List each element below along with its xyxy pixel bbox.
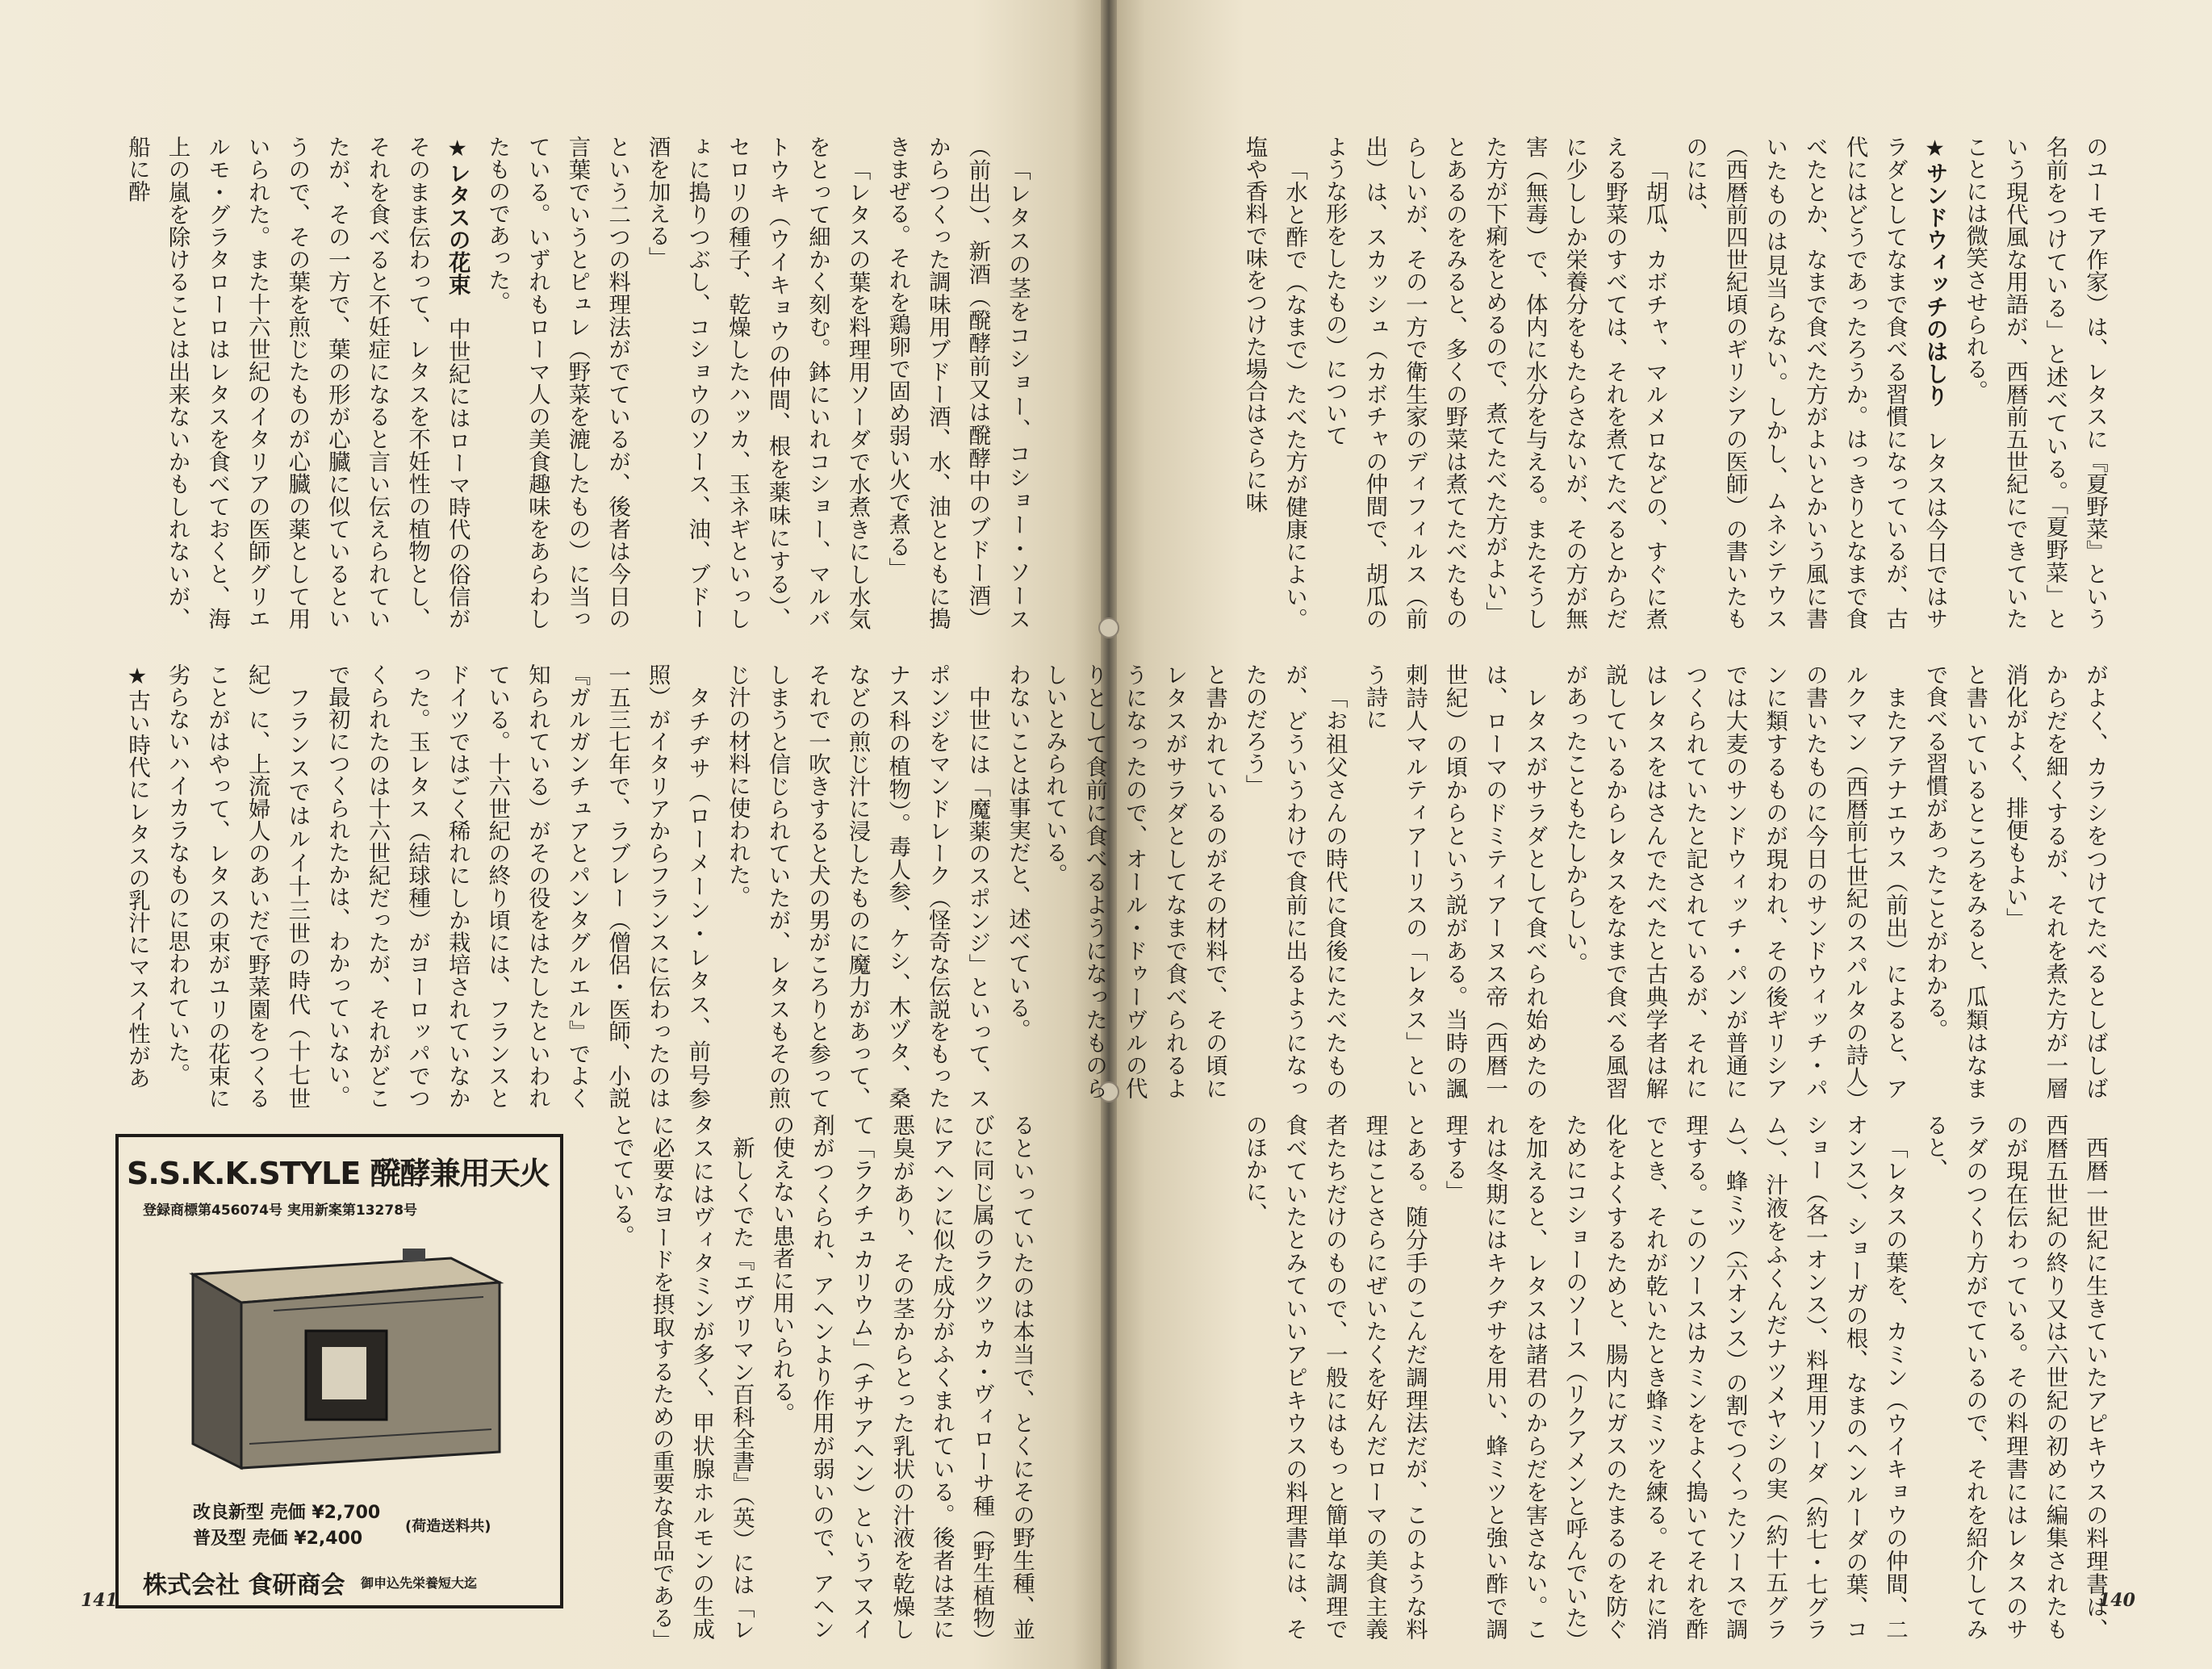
- paragraph-text: 古い時代にレタスの乳汁にマスイ性があ: [123, 689, 150, 1089]
- right-top-text-block: [1136, 136, 2114, 630]
- star-icon: ★: [444, 136, 470, 162]
- oven-illustration: [161, 1226, 516, 1484]
- ad-company: 株式会社 食研商会: [143, 1571, 345, 1600]
- paragraph: 「レタスの茎をコショー、コショー・ソース（前出）、新酒（醗酵前又は醗酵中のブドー酒）からつくった調味用ブドー酒、水、油とともに搗きまぜる。それを鶏卵で固め弱い火で煮る」: [884, 136, 1031, 630]
- paragraph: と書かれているのがその材料で、その頃にレタスがサラダとしてなまで食べられるようになったので、オール・ドゥーヴルの代りとして食前に食べるようになったものらしいとみられている。: [1041, 663, 1227, 1099]
- right-bottom-text-block: [1136, 1114, 2114, 1640]
- page-number-left: 141: [81, 1590, 118, 1611]
- paragraph: レタスがサラダとして食べられ始めたのは、ローマのドミティアーヌス帝（西暦一世紀）の頃からという説がある。当時の諷刺詩人マルティアーリスの「レタス」という詩に: [1361, 663, 1548, 1099]
- paragraph: 新しくでた『エヴリマン百科全書』（英）には「レタスにはヴィタミンが多く、甲状腺ホルモンの生成に必要なヨードを摂取するための重要な食品である」とでている。: [608, 1114, 755, 1640]
- binding-staple: [1098, 617, 1119, 638]
- ad-shipping-note: (荷造送料共): [405, 1518, 491, 1535]
- paragraph: またアテナエウス（前出）によると、アルクマン（西暦前七世紀のスパルタの詩人）の書いたものに今日のサンドウィッチ・パンに類するものが現われ、その後ギリシアでは大麦のサンドウィッチ・パンが普通につくられていたと記されているが、それにはレタスをはさんでたべたと古典学者は解説しているからレタスをなまで食べる風習があったこともたしからしい。: [1562, 663, 1909, 1100]
- star-icon: ★: [123, 663, 150, 689]
- right-middle-text-block: [1041, 663, 2114, 1100]
- ad-price-standard: 普及型 売価 ¥2,400: [193, 1529, 363, 1549]
- left-bottom-text-block: [565, 1114, 1041, 1640]
- page-number-right: 140: [2098, 1590, 2135, 1611]
- section-heading: レタスの花束: [444, 161, 470, 295]
- ad-title: S.S.K.K.STYLE 醗酵兼用天火: [127, 1156, 550, 1191]
- star-icon: ★: [1921, 136, 1948, 162]
- paragraph: タチヂサ（ローメーン・レタス、前号参照）がイタリアからフランスに伝わったのは一五三七年で、ラブレー（僧侶・医師、小説『ガルガンチュアとパンタグルエル』でよく知られている）がその役をはたしたといわれている。十六世紀の終り頃には、フランスとドイツではごく稀れにしか栽培されていなかった。玉レタス（結球種）がヨーロッパでつくられたのは十六世紀だったが、それがどこで最初につくられたかは、わかっていない。: [324, 663, 711, 1109]
- ad-price-improved: 改良新型 売価 ¥2,700: [193, 1503, 381, 1523]
- paragraph: とあるのをみると、多くの野菜は煮てたべたものらしいが、その一方で衛生家のディフィルス（前出）は、スカッシュ（カボチャの仲間で、胡瓜のような形をしたもの）について: [1321, 136, 1468, 630]
- paragraph: 中世には「魔薬のスポンジ」といって、スポンジをマンドレーク（怪奇な伝説をもったナス科の植物）。毒人参、ケシ、木ヅタ、桑などの煎じ汁に浸したものに魔力があって、それで一吹きすると犬の男がころりと参ってしまうと信じられていたが、レタスもその煎じ汁の材料に使われた。: [724, 663, 991, 1109]
- paragraph: 「胡瓜、カボチャ、マルメロなどの、すぐに煮える野菜のすべては、それを煮てたべるとからだに少ししか栄養分をもたらさないが、その方が無害（無毒）で、体内に水分を与える。またそうした方が下痢をとめるので、煮てたべた方がよい」: [1482, 136, 1668, 630]
- paragraph: という二つの料理法がでているが、後者は今日の言葉でいうとピュレ（野菜を漉したもの）に当っている。いずれもローマ人の美食趣味をあらわしたものであった。: [484, 136, 631, 630]
- paragraph: のユーモア作家）は、レタスに『夏野菜』という名前をつけている」と述べている。「夏野菜」という現代風な用語が、西暦前五世紀にできていたことには微笑させられる。: [1962, 136, 2108, 630]
- paragraph: 「お祖父さんの時代に食後にたべたものが、どういうわけで食前に出るようになったのだろう」: [1241, 663, 1348, 1099]
- paragraph: るといっていたのは本当で、とくにその野生種、並びに同じ属のラクツゥカ・ヴィローサ種（野生植物）にアヘンに似た成分がふくまれている。後者は茎に悪臭があり、その茎からとった乳状の汁液を乾燥して「ラクチュカリウム」（チサアヘン）というマスイ剤がつくられ、アヘンより作用が弱いので、アヘンの使えない患者に用いられる。: [768, 1114, 1035, 1640]
- left-middle-text-block: [77, 663, 1037, 1109]
- paragraph: とある。随分手のこんだ調理法だが、このような料理はことさらにぜいたくを好んだローマの美食主義者たちだけのもので、一般にはもっと簡単な調理で食べていたとみていいアピキウスの料理書には、そのほかに、: [1241, 1114, 1428, 1640]
- section-heading-paragraph: [1674, 136, 1954, 630]
- ad-registration: 登録商標第456074号 実用新案第13278号: [143, 1203, 418, 1219]
- paragraph: レタスは今日ではサラダとしてなまで食べる習慣になっているが、古代にはどうであったろうか。はっきりとなまで食べたとか、なまで食べた方がよいとかいう風に書いたものは見当らない。しかし、ムネシテウス（西暦前四世紀頃のギリシアの医師）の書いたものには、: [1682, 136, 1948, 630]
- paragraph: 「レタスの葉を料理用ソーダで水煮きにし水気をとって細かく刻む。鉢にいれコショー、マルバトウキ（ウイキョウの仲間、根を薬味にする）、セロリの種子、乾燥したハッカ、玉ネギといっしょに搗りつぶし、コショウのソース、油、ブドー酒を加える」: [644, 136, 871, 630]
- paragraph: 「レタスの葉を、カミン（ウイキョウの仲間、二オンス）、ショーガの根、なまのヘンルーダの葉、コショー（各一オンス）、料理用ソーダ（約七・七グラム）、汁液をふくんだナツメヤシの実（約十五グラム）、蜂ミツ（六オンス）の割でつくったソースで調理する。このソースはカミンをよく搗いてそれを酢でとき、それが乾いたとき蜂ミツを練る。それに消化をよくするためと、腸内にガスのたまるのを防ぐためにコショーのソース（リクアメンと呼んでいた）を加えると、レタスは諸君のからだを害さない。これは冬期にはキクヂサを用い、蜂ミツと強い酢で調理する」: [1441, 1114, 1909, 1640]
- section-heading-paragraph: [116, 136, 476, 630]
- paragraph: 中世紀にはローマ時代の俗信がそのまま伝わって、レタスを不妊性の植物とし、それを食べると不妊症になると言い伝えられていたが、その一方で、葉の形が心臓に似ているというので、その葉を煎じたものが心臓の薬として用いられた。また十六世紀のイタリアの医師グリエルモ・グラタローロはレタスを食べておくと、海上の嵐を除けることは出来ないかもしれないが、船に酔: [123, 136, 470, 630]
- left-top-text-block: [77, 136, 1037, 630]
- paragraph: わないことは事実だと、述べている。: [1005, 663, 1031, 1041]
- oven-advertisement: [115, 1134, 563, 1608]
- section-heading: サンドウィッチのはしり: [1921, 161, 1948, 407]
- ad-address: 御申込先栄養短大迄: [361, 1575, 478, 1591]
- paragraph: がよく、カラシをつけてたべるとしばしばからだを細くするが、それを煮た方が一層消化がよく、排便もよい」: [2001, 663, 2108, 1100]
- paragraph: フランスではルイ十三世の時代（十七世紀）に、上流婦人のあいだで野菜園をつくることがはやって、レタスの束がユリの花束に劣らないハイカラなものに思われていた。: [164, 663, 311, 1109]
- paragraph: [116, 663, 157, 1109]
- paragraph: 「水と酢で（なまで）たべた方が健康によい。塩や香料で味をつけた場合はさらに味: [1241, 136, 1308, 630]
- paragraph: 西暦一世紀に生きていたアピキウスの料理書は、西暦五世紀の終り又は六世紀の初めに編集されたものが現在伝わっている。その料理書にはレタスのサラダのつくり方がでているので、それを紹介してみると、: [1921, 1114, 2108, 1640]
- paragraph: と書いているところをみると、瓜類はなまで食べる習慣があったことがわかる。: [1921, 663, 1988, 1099]
